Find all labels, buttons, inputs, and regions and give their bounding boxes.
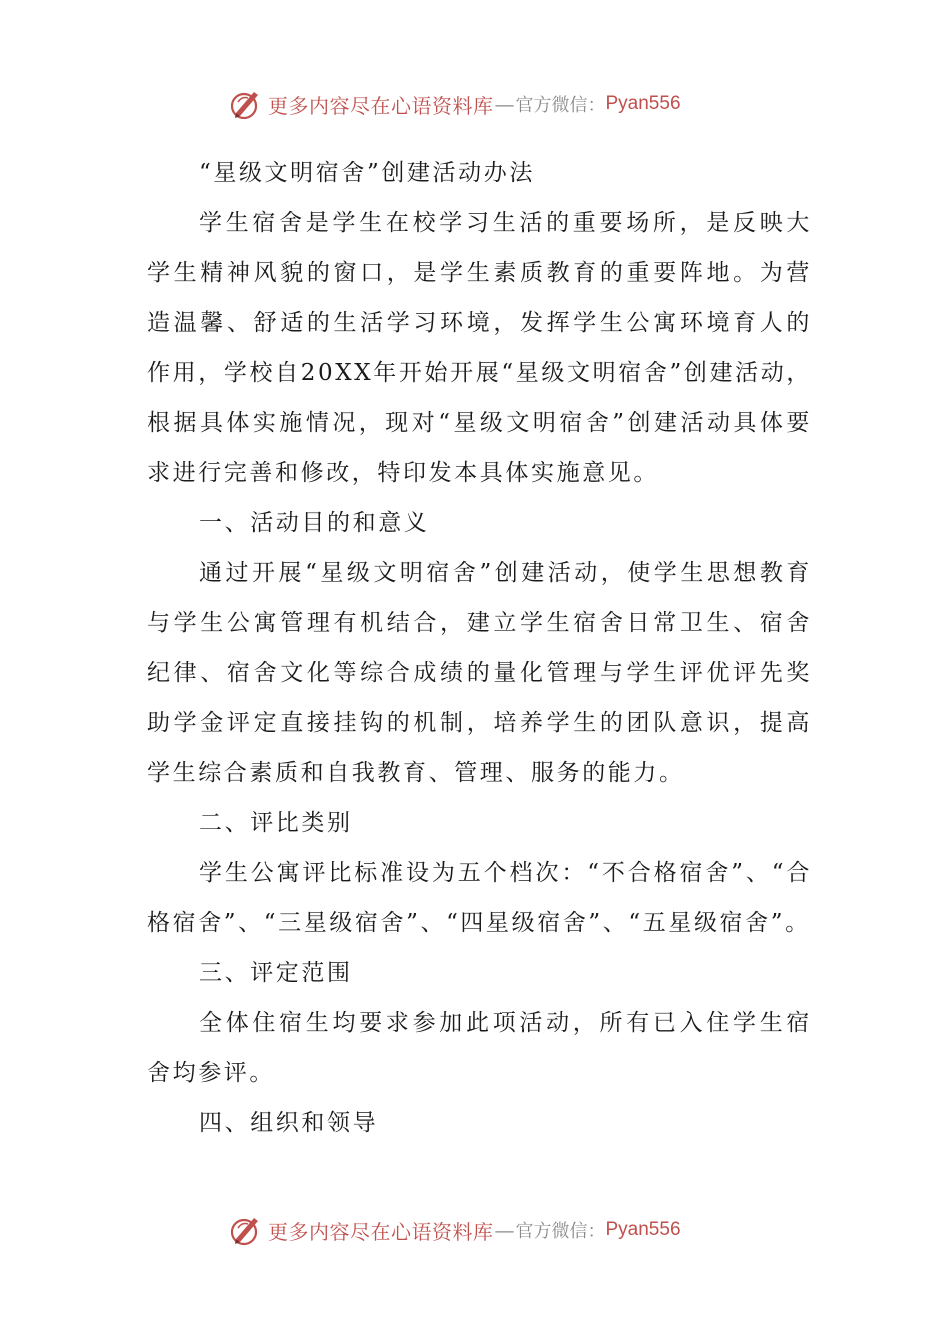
document-body (147, 148, 812, 1148)
paragraph-scope: 全体住宿生均要求参加此项活动，所有已入住学生宿舍均参评。 (147, 1010, 812, 1086)
paragraph-intro: 学生宿舍是学生在校学习生活的重要场所，是反映大学生精神风貌的窗口，是学生素质教育的重要阵地。为营造温馨、舒适的生活学习环境，发挥学生公寓环境育人的作用，学校自20XX年开始开展“星级文明宿舍”创建活动，根据具体实施情况，现对“星级文明宿舍”创建活动具体要求进行完善和修改，特印发本具体实施意见。 (147, 210, 812, 486)
banner-wechat-label: 官方微信： (515, 95, 606, 116)
header-banner (228, 84, 681, 124)
pen-logo-icon (228, 1212, 264, 1248)
banner-account: Pyan556 (605, 1219, 681, 1240)
banner-dash: — (494, 92, 515, 116)
section-heading-2: 二、评比类别 (199, 810, 353, 836)
footer-banner (228, 1210, 681, 1250)
banner-account: Pyan556 (605, 93, 681, 114)
section-heading-1: 一、活动目的和意义 (199, 510, 430, 536)
paragraph-categories: 学生公寓评比标准设为五个档次：“不合格宿舍”、“合格宿舍”、“三星级宿舍”、“四星级宿舍”、“五星级宿舍”。 (147, 860, 812, 936)
banner-dash: — (494, 1218, 515, 1242)
banner-wechat-label: 官方微信： (515, 1221, 606, 1242)
section-heading-4: 四、组织和领导 (199, 1110, 379, 1136)
banner-brand: 更多内容尽在心语资料库 (268, 1219, 494, 1244)
pen-logo-icon (228, 86, 264, 122)
banner-brand: 更多内容尽在心语资料库 (268, 93, 494, 118)
document-title: “星级文明宿舍”创建活动办法 (199, 160, 535, 186)
section-heading-3: 三、评定范围 (199, 960, 353, 986)
paragraph-purpose: 通过开展“星级文明宿舍”创建活动，使学生思想教育与学生公寓管理有机结合，建立学生宿舍日常卫生、宿舍纪律、宿舍文化等综合成绩的量化管理与学生评优评先奖助学金评定直接挂钩的机制，培养学生的团队意识，提高学生综合素质和自我教育、管理、服务的能力。 (147, 560, 812, 786)
